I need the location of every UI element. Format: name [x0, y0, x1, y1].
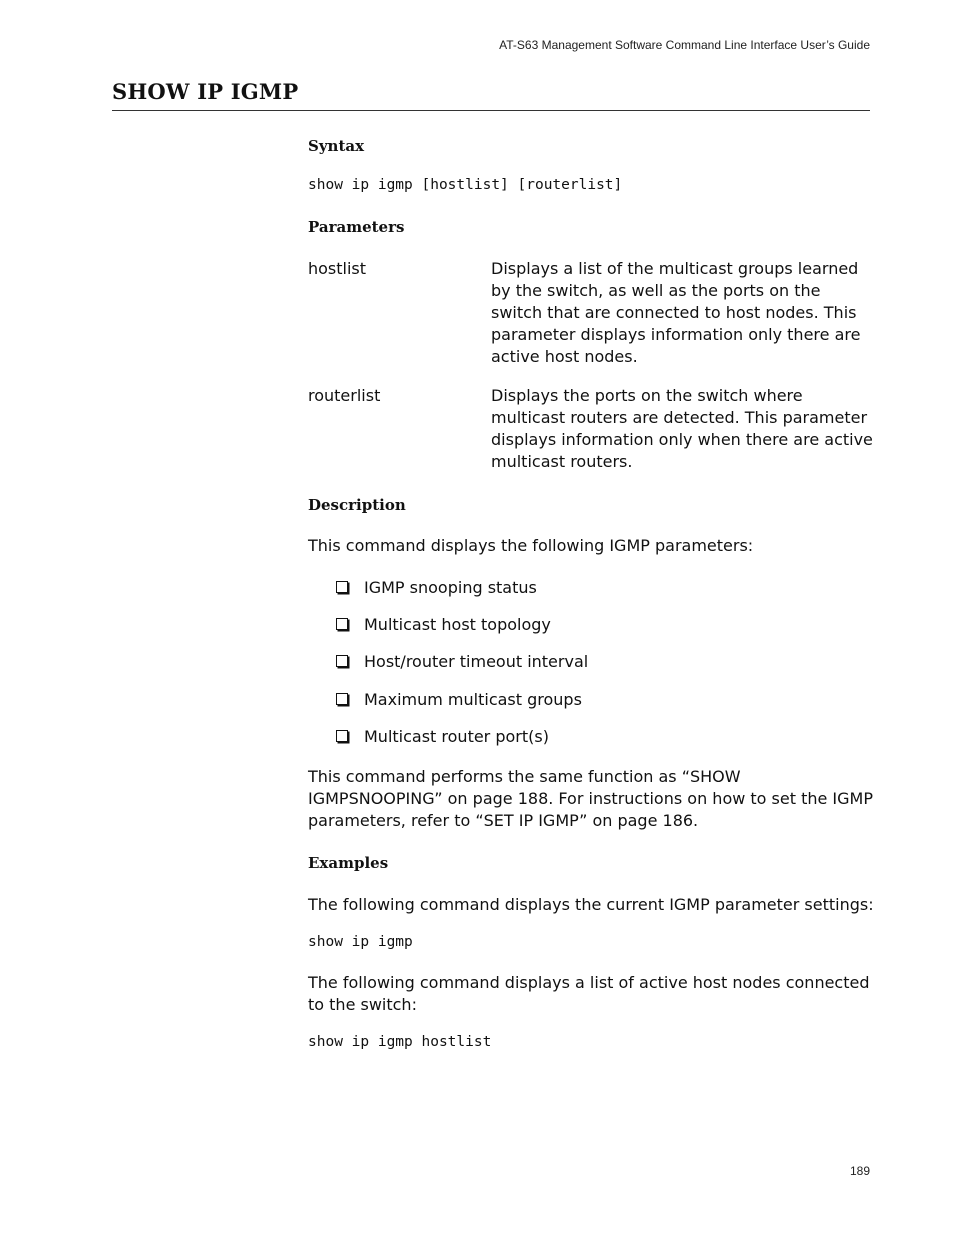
description-note: This command performs the same function as “SHOW IGMPSNOOPING” on page 188. For instructions on how to set the IGMP parameters, refer to “SET IP IGMP” on page 186. — [308, 767, 873, 830]
list-item-label: IGMP snooping status — [364, 577, 537, 597]
list-item — [336, 725, 549, 747]
parameter-description-hostlist: Displays a list of the multicast groups learned by the switch, as well as the ports on the switch that are connected to host nodes. This parameter displays information only there are active host nodes. — [491, 259, 861, 366]
checkbox-bullet-icon — [336, 581, 348, 593]
syntax-command: show ip igmp [hostlist] [routerlist] — [308, 177, 623, 193]
parameter-name-hostlist: hostlist — [308, 259, 367, 278]
examples-heading: Examples — [308, 854, 389, 872]
title-rule — [112, 110, 870, 111]
syntax-heading: Syntax — [308, 137, 365, 155]
page-number: 189 — [849, 1164, 870, 1178]
list-item-label: Multicast router port(s) — [364, 726, 549, 746]
list-item-label: Maximum multicast groups — [364, 689, 582, 709]
running-header: AT-S63 Management Software Command Line Interface User’s Guide — [499, 38, 870, 52]
checkbox-bullet-icon — [336, 655, 348, 667]
list-item-label: Multicast host topology — [364, 614, 551, 634]
parameter-description-routerlist: Displays the ports on the switch where multicast routers are detected. This parameter displays information only when there are active multicast routers. — [491, 386, 873, 471]
list-item — [336, 576, 537, 598]
list-item-label: Host/router timeout interval — [364, 651, 589, 671]
parameters-heading: Parameters — [308, 218, 405, 236]
description-intro: This command displays the following IGMP parameters: — [308, 536, 754, 555]
description-heading: Description — [308, 496, 406, 514]
checkbox-bullet-icon — [336, 618, 348, 630]
example-text-1: The following command displays the current IGMP parameter settings: — [308, 895, 874, 914]
example-command-1: show ip igmp — [308, 934, 413, 950]
list-item — [336, 650, 588, 672]
checkbox-bullet-icon — [336, 730, 348, 742]
list-item — [336, 613, 551, 635]
list-item — [336, 688, 582, 710]
checkbox-bullet-icon — [336, 693, 348, 705]
example-text-2: The following command displays a list of active host nodes connected to the switch: — [308, 973, 870, 1014]
parameter-name-routerlist: routerlist — [308, 386, 381, 405]
page-title: SHOW IP IGMP — [112, 79, 299, 104]
example-command-2: show ip igmp hostlist — [308, 1034, 492, 1050]
